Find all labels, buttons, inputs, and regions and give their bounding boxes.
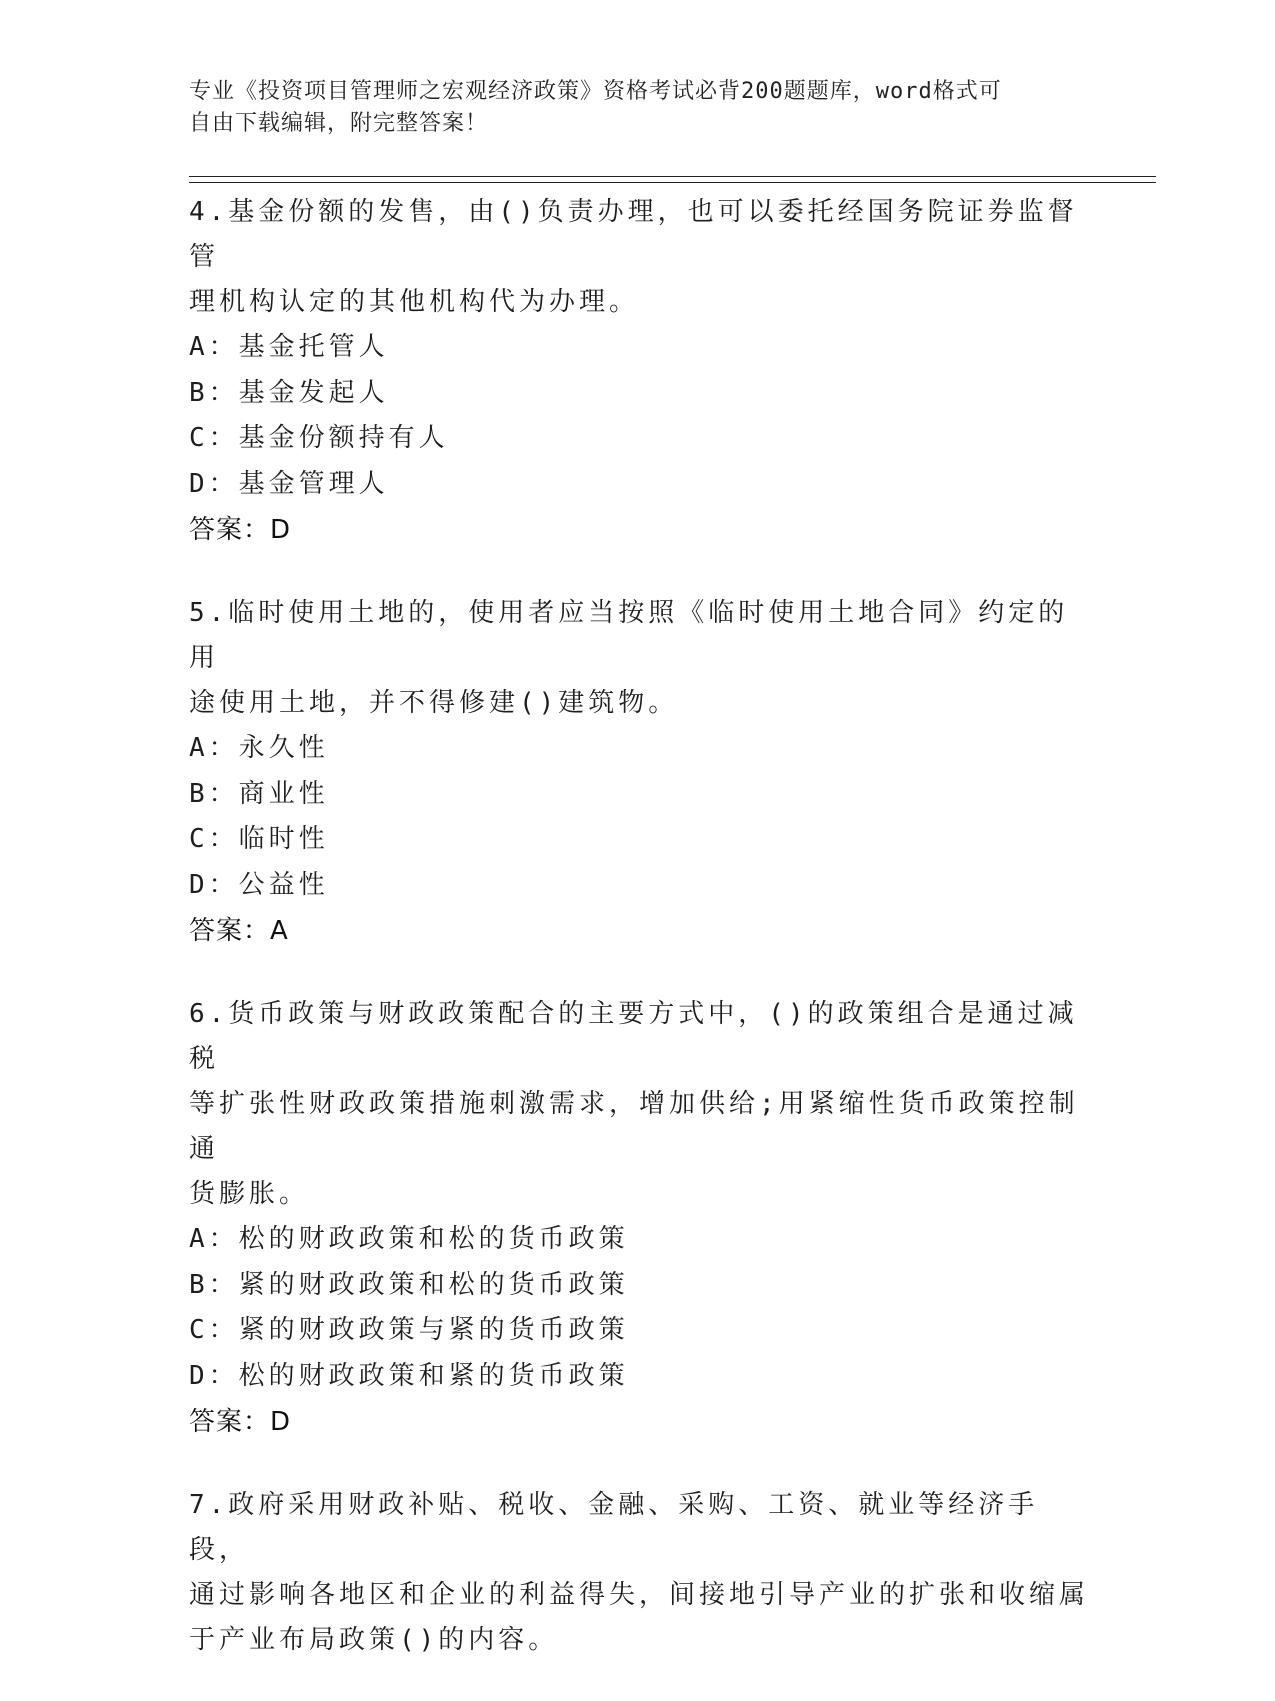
option-d: D：松的财政政策和紧的货币政策 (189, 1360, 629, 1391)
answer-line: 答案：D (189, 1407, 292, 1437)
option-b: B：商业性 (189, 778, 329, 809)
question-5 (189, 591, 1089, 954)
document-header (189, 76, 1089, 140)
option-d: D：基金管理人 (189, 468, 389, 499)
option-d: D：公益性 (189, 869, 329, 900)
option-b: B：紧的财政政策和松的货币政策 (189, 1269, 629, 1300)
question-stem-line: 4.基金份额的发售，由()负责办理，也可以委托经国务院证券监督管 (189, 197, 1078, 272)
question-stem-line: 货膨胀。 (189, 1179, 310, 1209)
header-divider-bottom (189, 182, 1156, 183)
question-4 (189, 190, 1089, 553)
question-6 (189, 992, 1089, 1445)
question-stem-line: 7.政府采用财政补贴、税收、金融、采购、工资、就业等经济手段， (189, 1490, 1039, 1565)
option-c: C：临时性 (189, 824, 329, 854)
header-line-1: 专业《投资项目管理师之宏观经济政策》资格考试必背200题题库，word格式可 (189, 79, 1002, 104)
question-stem-line: 途使用土地，并不得修建()建筑物。 (189, 688, 679, 718)
option-a: A：松的财政政策和松的货币政策 (189, 1224, 629, 1254)
question-stem-line: 等扩张性财政政策措施刺激需求，增加供给;用紧缩性货币政策控制通 (189, 1089, 1079, 1164)
option-c: C：基金份额持有人 (189, 423, 449, 453)
header-divider-top (189, 176, 1156, 177)
option-b: B：基金发起人 (189, 377, 389, 408)
option-a: A：永久性 (189, 733, 329, 763)
question-stem-line: 理机构认定的其他机构代为办理。 (189, 287, 640, 317)
question-stem-line: 5.临时使用土地的，使用者应当按照《临时使用土地合同》约定的用 (189, 598, 1069, 673)
question-stem-line: 于产业布局政策()的内容。 (189, 1625, 559, 1655)
question-7 (189, 1483, 1089, 1663)
question-stem-line: 6.货币政策与财政政策配合的主要方式中，()的政策组合是通过减税 (189, 999, 1078, 1074)
answer-line: 答案：D (189, 515, 292, 545)
answer-line: 答案：A (189, 916, 289, 946)
option-c: C：紧的财政政策与紧的货币政策 (189, 1315, 629, 1345)
header-line-2: 自由下载编辑，附完整答案！ (189, 111, 489, 136)
question-stem-line: 通过影响各地区和企业的利益得失，间接地引导产业的扩张和收缩属 (189, 1580, 1090, 1610)
question-list (189, 190, 1089, 1701)
option-a: A：基金托管人 (189, 332, 389, 362)
